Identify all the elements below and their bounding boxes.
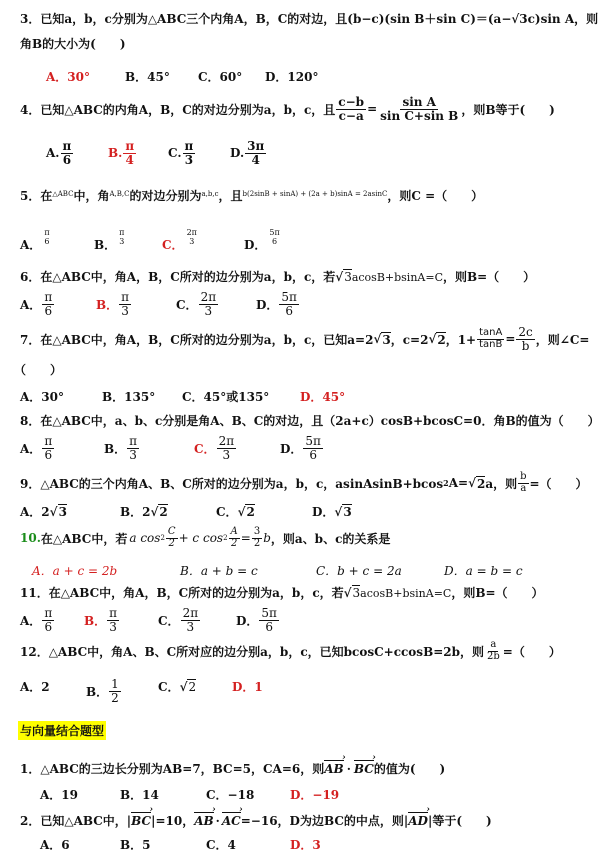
question-6-tail: ，则B=（ ） bbox=[442, 270, 536, 284]
vector-bc: BC › bbox=[131, 814, 151, 828]
question-5-condition: b(2sinB + sinA) + (2a + b)sinA = 2asinC bbox=[242, 190, 388, 198]
option-letter: B. bbox=[108, 146, 123, 161]
question-7-text: 7．在△ABC中，角A，B，C所对的边分别为a，b，c，已知a=2 bbox=[20, 332, 374, 347]
option-fraction bbox=[119, 291, 131, 317]
option-fraction bbox=[259, 607, 279, 633]
dot-operator: · bbox=[215, 814, 220, 828]
option-b: B．45° bbox=[125, 70, 170, 84]
option-letter: A. bbox=[46, 146, 60, 161]
option-fraction bbox=[42, 607, 54, 633]
math-term: a cos bbox=[129, 531, 161, 545]
equals-sign: = bbox=[367, 102, 378, 117]
option-letter: B． bbox=[96, 297, 119, 312]
fraction-3-2 bbox=[252, 527, 262, 549]
option-letter: D． bbox=[280, 441, 303, 456]
option-letter: C． bbox=[176, 297, 198, 312]
math-term: + c cos bbox=[178, 531, 224, 545]
fraction-denominator: 6 bbox=[272, 236, 278, 246]
fraction-denominator: 3 bbox=[119, 236, 125, 246]
question-5-tail: ，则C =（ ） bbox=[387, 189, 484, 203]
question-4-rhs-fraction bbox=[378, 96, 460, 122]
sqrt-radicand: 3 bbox=[382, 332, 391, 347]
option-fraction bbox=[267, 229, 281, 246]
question-11-condition: acosB+bsinA=C bbox=[360, 587, 452, 600]
option-letter: D. bbox=[230, 146, 245, 161]
option-c: C．45°或135° bbox=[182, 390, 270, 404]
sqrt-radicand: 3 bbox=[58, 505, 67, 519]
question-6-condition: acosB+bsinA=C bbox=[351, 271, 443, 284]
fraction-denominator: 3 bbox=[129, 447, 137, 462]
question-11-tail: ，则B=（ ） bbox=[451, 586, 544, 600]
fraction-denominator: 2 bbox=[111, 690, 119, 705]
option-letter: C． bbox=[158, 680, 180, 694]
fraction-numerator: π bbox=[184, 139, 194, 153]
vector-question-2-text: 2．已知△ABC中，| bbox=[20, 814, 132, 828]
option-c bbox=[162, 222, 200, 253]
superscript: 2 bbox=[223, 534, 228, 542]
question-7-fraction-2c bbox=[516, 326, 534, 352]
option-c: C．4 bbox=[206, 838, 236, 852]
option-fraction bbox=[42, 435, 54, 461]
fraction-denominator: sin C+sin B bbox=[380, 108, 459, 123]
option-a bbox=[46, 140, 74, 166]
fraction-denominator: 3 bbox=[121, 303, 129, 318]
question-10 bbox=[20, 527, 598, 549]
vector-question-2-text-3: =−16，D为边BC的中点，则| bbox=[240, 814, 409, 828]
question-3 bbox=[20, 10, 598, 52]
fraction-denominator: tanB bbox=[479, 338, 503, 350]
sqrt-radicand: 3 bbox=[344, 270, 352, 284]
vector-ac: AC › bbox=[222, 814, 241, 828]
question-9-text-2: A= bbox=[448, 476, 469, 490]
option-d: D．45° bbox=[300, 390, 346, 404]
fraction-numerator: a bbox=[490, 639, 497, 650]
question-7-line-2: （ ） bbox=[14, 363, 63, 377]
fraction-numerator: π bbox=[119, 228, 125, 238]
option-a: A．30° bbox=[20, 390, 65, 404]
fraction-denominator: 6 bbox=[44, 447, 53, 462]
fraction-denominator: b bbox=[521, 338, 530, 353]
question-3-line-2: 角B的大小为( ) bbox=[20, 37, 126, 51]
question-10-text: 在△ABC中，若 bbox=[40, 531, 128, 546]
equals-sign: = bbox=[505, 332, 516, 347]
option-letter: A． bbox=[20, 613, 42, 628]
vector-ad: AD › bbox=[408, 814, 428, 828]
fraction-denominator: 6 bbox=[265, 619, 273, 634]
option-letter: C． bbox=[162, 238, 184, 252]
question-5-angles: A,B,C bbox=[109, 190, 130, 198]
fraction-numerator: 2π bbox=[218, 434, 235, 448]
option-d bbox=[230, 140, 267, 166]
option-fraction bbox=[303, 435, 323, 461]
option-text: A．a + c = 2b bbox=[32, 564, 118, 578]
question-7: 7．在△ABC中，角A，B，C所对的边分别为a，b，c，已知a=2 √ 3 ，c=2 √ 2 ，1+ $\frac{\tan A}{\tan B}$ = $\frac{2c}{b}$ ，则∠C= bbox=[20, 325, 590, 353]
option-d bbox=[244, 222, 283, 253]
option-b: B．14 bbox=[120, 788, 159, 802]
fraction-numerator: 5π bbox=[269, 228, 280, 238]
fraction-numerator: C bbox=[167, 526, 176, 537]
option-a: A．2 √ 3 bbox=[20, 504, 67, 519]
option-letter: C． bbox=[216, 505, 238, 519]
fraction-numerator: 5π bbox=[305, 434, 321, 448]
option-b: B．135° bbox=[102, 390, 156, 404]
option-d: D．1 bbox=[232, 680, 263, 694]
option-a: A．30° bbox=[46, 70, 91, 84]
option-fraction bbox=[183, 140, 196, 166]
fraction-numerator: 2π bbox=[182, 606, 199, 620]
option-fraction bbox=[217, 435, 237, 461]
fraction-denominator: 3 bbox=[186, 619, 195, 634]
fraction-denominator: 6 bbox=[285, 303, 293, 318]
option-b bbox=[104, 435, 140, 461]
option-c: C． √ 2 bbox=[158, 679, 197, 694]
fraction-denominator: 4 bbox=[125, 152, 134, 167]
option-fraction bbox=[199, 291, 219, 317]
option-letter: B． bbox=[104, 441, 127, 456]
sqrt-radicand: 2 bbox=[188, 680, 197, 694]
fraction-numerator: c−b bbox=[338, 95, 365, 109]
option-a bbox=[20, 607, 55, 633]
question-11-text: 11．在△ABC中，角A，B，C所对的边分别为a，b，c，若 bbox=[20, 586, 344, 600]
option-d: D．a = b = c bbox=[444, 564, 523, 578]
question-9: 9．△ABC的三个内角A、B、C所对的边分别为a，b，c，asinAsinB+bcos 2 A= √ 2 a，则 $\frac{b}{a}$ =（ ） bbox=[20, 471, 588, 494]
option-a bbox=[20, 435, 55, 461]
option-fraction bbox=[61, 140, 74, 166]
option-d: D．−19 bbox=[290, 788, 340, 802]
option-letter: B． bbox=[84, 613, 107, 628]
equals-sign: = bbox=[240, 531, 251, 545]
vector-question-2-text-2: |=10， bbox=[151, 814, 195, 828]
option-b bbox=[108, 140, 137, 166]
fraction-numerator: π bbox=[44, 290, 53, 304]
option-c: C． √ 2 bbox=[216, 504, 255, 519]
option-fraction bbox=[127, 435, 139, 461]
option-a: A．6 bbox=[40, 838, 70, 852]
fraction-numerator: 2π bbox=[186, 228, 197, 238]
sqrt-radicand: 2 bbox=[159, 505, 168, 519]
fraction-numerator: sin A bbox=[402, 95, 436, 109]
math-term: b bbox=[263, 531, 271, 545]
fraction-denominator: 2 bbox=[230, 537, 238, 549]
option-letter: C． bbox=[158, 613, 180, 628]
question-4-text: 4．已知△ABC的内角A，B，C的对边分别为a，b，c，且 bbox=[20, 102, 336, 117]
option-c bbox=[176, 291, 219, 317]
option-b bbox=[86, 678, 122, 704]
vector-ab: AB › bbox=[324, 762, 343, 776]
vector-question-1-text: 1．△ABC的三边长分别为AB=7，BC=5，CA=6，则 bbox=[20, 762, 325, 776]
vector-bc: BC › bbox=[354, 762, 374, 776]
option-c bbox=[158, 607, 201, 633]
option-a: A．19 bbox=[40, 788, 79, 802]
option-b bbox=[94, 222, 127, 253]
option-fraction bbox=[42, 291, 54, 317]
fraction-numerator: 1 bbox=[111, 677, 119, 691]
fraction-denominator: 2 bbox=[168, 537, 175, 549]
fraction-denominator: 6 bbox=[44, 303, 53, 318]
fraction-numerator: b bbox=[520, 471, 527, 482]
question-11: 11．在△ABC中，角A，B，C所对的边分别为a，b，c，若√3acosB+bsinA=C，则B=（ ） bbox=[20, 586, 544, 600]
option-d: D．3 bbox=[290, 838, 321, 852]
vector-ab: AB › bbox=[194, 814, 213, 828]
fraction-denominator: 6 bbox=[44, 236, 50, 246]
fraction-denominator: a bbox=[520, 482, 527, 494]
option-fraction bbox=[123, 140, 136, 166]
question-9-superscript: 2 bbox=[443, 478, 449, 488]
option-letter: A． bbox=[20, 238, 42, 252]
sqrt-radicand: 2 bbox=[246, 505, 255, 519]
question-12-fraction bbox=[485, 640, 502, 662]
sqrt-radicand: 3 bbox=[352, 586, 361, 600]
fraction-numerator: π bbox=[109, 606, 118, 620]
option-fraction bbox=[245, 140, 266, 166]
option-fraction bbox=[181, 607, 201, 633]
option-c bbox=[194, 435, 237, 461]
fraction-numerator: π bbox=[44, 606, 53, 620]
question-7-text-2: ，c=2 bbox=[390, 332, 429, 347]
question-4-tail: ，则B等于( ) bbox=[461, 102, 555, 117]
question-9-tail: =（ ） bbox=[529, 476, 588, 491]
fraction-numerator: 3 bbox=[253, 526, 261, 537]
fraction-denominator: c−a bbox=[338, 108, 364, 123]
question-8: 8．在△ABC中，a、b、c分别是角A、B、C的对边，且（2a+c）cosB+bcosC=0．角B的值为（ ） bbox=[20, 414, 600, 428]
fraction-numerator: 5π bbox=[281, 290, 297, 304]
question-5-triangle: △ABC bbox=[52, 190, 74, 198]
option-c: C．−18 bbox=[206, 788, 255, 802]
vector-question-1-tail: 的值为( ) bbox=[373, 762, 446, 776]
fraction-denominator: 3 bbox=[204, 303, 213, 318]
fraction-numerator: 5π bbox=[261, 606, 277, 620]
option-letter: B． bbox=[94, 238, 117, 252]
vector-question-2-tail: |等于( ) bbox=[427, 814, 492, 828]
fraction-denominator: 3 bbox=[184, 152, 194, 167]
option-fraction bbox=[42, 229, 51, 246]
fraction-denominator: 6 bbox=[62, 152, 72, 167]
option-b: B．5 bbox=[120, 838, 151, 852]
fraction-numerator: 2π bbox=[200, 290, 217, 304]
fraction-denominator: 2b bbox=[487, 650, 500, 662]
option-d: D．120° bbox=[265, 70, 319, 84]
question-9-text-3: a，则 bbox=[485, 476, 518, 491]
vector-question-2 bbox=[20, 812, 598, 829]
question-7-fraction-tan bbox=[477, 328, 504, 350]
sqrt-radicand: 2 bbox=[437, 332, 446, 347]
fraction-numerator: 3π bbox=[247, 139, 265, 153]
option-d bbox=[256, 291, 300, 317]
option-c bbox=[168, 140, 196, 166]
option-letter: D． bbox=[244, 238, 267, 252]
question-4-lhs-fraction bbox=[336, 96, 366, 122]
question-5-text-2: 中，角 bbox=[73, 189, 110, 203]
fraction-denominator: 4 bbox=[251, 152, 260, 167]
option-fraction bbox=[109, 678, 121, 704]
option-letter: D． bbox=[312, 505, 335, 519]
option-fraction bbox=[279, 291, 299, 317]
option-letter: A．2 bbox=[20, 505, 50, 519]
option-c: C．b + c = 2a bbox=[316, 564, 402, 578]
option-d bbox=[236, 607, 280, 633]
question-9-text: 9．△ABC的三个内角A、B、C所对的边分别为a，b，c，asinAsinB+bcos bbox=[20, 476, 444, 491]
fraction-denominator: 3 bbox=[222, 447, 231, 462]
option-a bbox=[20, 222, 53, 253]
option-letter: C． bbox=[194, 441, 216, 456]
vector-question-1 bbox=[20, 760, 598, 777]
question-9-fraction bbox=[518, 472, 528, 494]
question-7-tail: ，则∠C= bbox=[535, 332, 590, 347]
fraction-denominator: 2 bbox=[253, 537, 261, 549]
fraction-numerator: π bbox=[125, 139, 135, 153]
fraction-numerator: 2c bbox=[518, 325, 533, 339]
fraction-denominator: 6 bbox=[309, 447, 317, 462]
option-fraction bbox=[185, 229, 199, 246]
fraction-numerator: π bbox=[62, 139, 72, 153]
option-letter: B． bbox=[86, 684, 109, 699]
option-fraction bbox=[117, 229, 126, 246]
option-d bbox=[280, 435, 324, 461]
fraction-a-2 bbox=[229, 527, 240, 549]
fraction-numerator: π bbox=[129, 434, 138, 448]
question-3-line-1: 3．已知a，b，c分别为△ABC三个内角A，B，C的对边，且(b−c)(sin B＋sin C)＝(a−√3c)sin A，则 bbox=[20, 12, 599, 26]
sqrt-radicand: 2 bbox=[476, 476, 486, 491]
option-letter: C. bbox=[168, 146, 182, 161]
fraction-denominator: 3 bbox=[109, 619, 117, 634]
fraction-numerator: π bbox=[121, 290, 130, 304]
fraction-numerator: π bbox=[44, 434, 53, 448]
option-letter: B．2 bbox=[120, 505, 151, 519]
fraction-denominator: 3 bbox=[189, 236, 195, 246]
fraction-numerator: A bbox=[230, 526, 238, 537]
section-heading: 与向量结合题型 bbox=[18, 721, 106, 740]
option-b bbox=[96, 291, 132, 317]
question-12-text: 12．△ABC中，角A、B、C所对应的边分别a，b，c，已知bcosC+ccosB=2b，则 bbox=[20, 644, 485, 659]
fraction-c-2 bbox=[166, 527, 178, 549]
option-fraction bbox=[107, 607, 119, 633]
fraction-numerator: π bbox=[44, 228, 50, 238]
fraction-denominator: 6 bbox=[44, 619, 53, 634]
superscript: 2 bbox=[160, 534, 165, 542]
option-b: B．2 √ 2 bbox=[120, 504, 168, 519]
question-10-tail: ，则a、b、c的关系是 bbox=[270, 531, 391, 546]
sqrt-radicand: 3 bbox=[343, 505, 352, 519]
dot-operator: · bbox=[346, 762, 351, 776]
question-6: 6．在△ABC中，角A，B，C所对的边分别为a，b，c，若√3acosB+bsinA=C，则B=（ ） bbox=[20, 270, 536, 284]
option-letter: A． bbox=[20, 441, 42, 456]
option-letter: A． bbox=[20, 297, 42, 312]
question-7-text-3: ，1+ bbox=[445, 332, 477, 347]
option-d: D． √ 3 bbox=[312, 504, 352, 519]
option-letter: D． bbox=[236, 613, 259, 628]
question-5-text-1: 5．在 bbox=[20, 189, 53, 203]
question-5-text-3: 的对边分别为 bbox=[129, 189, 202, 203]
option-b bbox=[84, 607, 120, 633]
option-a bbox=[32, 562, 117, 579]
question-4 bbox=[20, 96, 598, 122]
question-10-number: 10. bbox=[20, 531, 41, 545]
fraction-numerator: tanA bbox=[479, 327, 503, 339]
option-a: A．2 bbox=[20, 680, 50, 694]
question-6-text: 6．在△ABC中，角A，B，C所对的边分别为a，b，c，若 bbox=[20, 270, 336, 284]
option-c: C．60° bbox=[198, 70, 243, 84]
question-5-text-4: ，且 bbox=[218, 189, 243, 203]
option-a bbox=[20, 291, 55, 317]
option-letter: D． bbox=[256, 297, 279, 312]
question-12 bbox=[20, 640, 598, 662]
question-5 bbox=[20, 187, 598, 204]
question-12-tail: =（ ） bbox=[502, 644, 561, 659]
question-5-sides: a,b,c bbox=[201, 190, 219, 198]
option-b: B．a + b = c bbox=[180, 564, 258, 578]
